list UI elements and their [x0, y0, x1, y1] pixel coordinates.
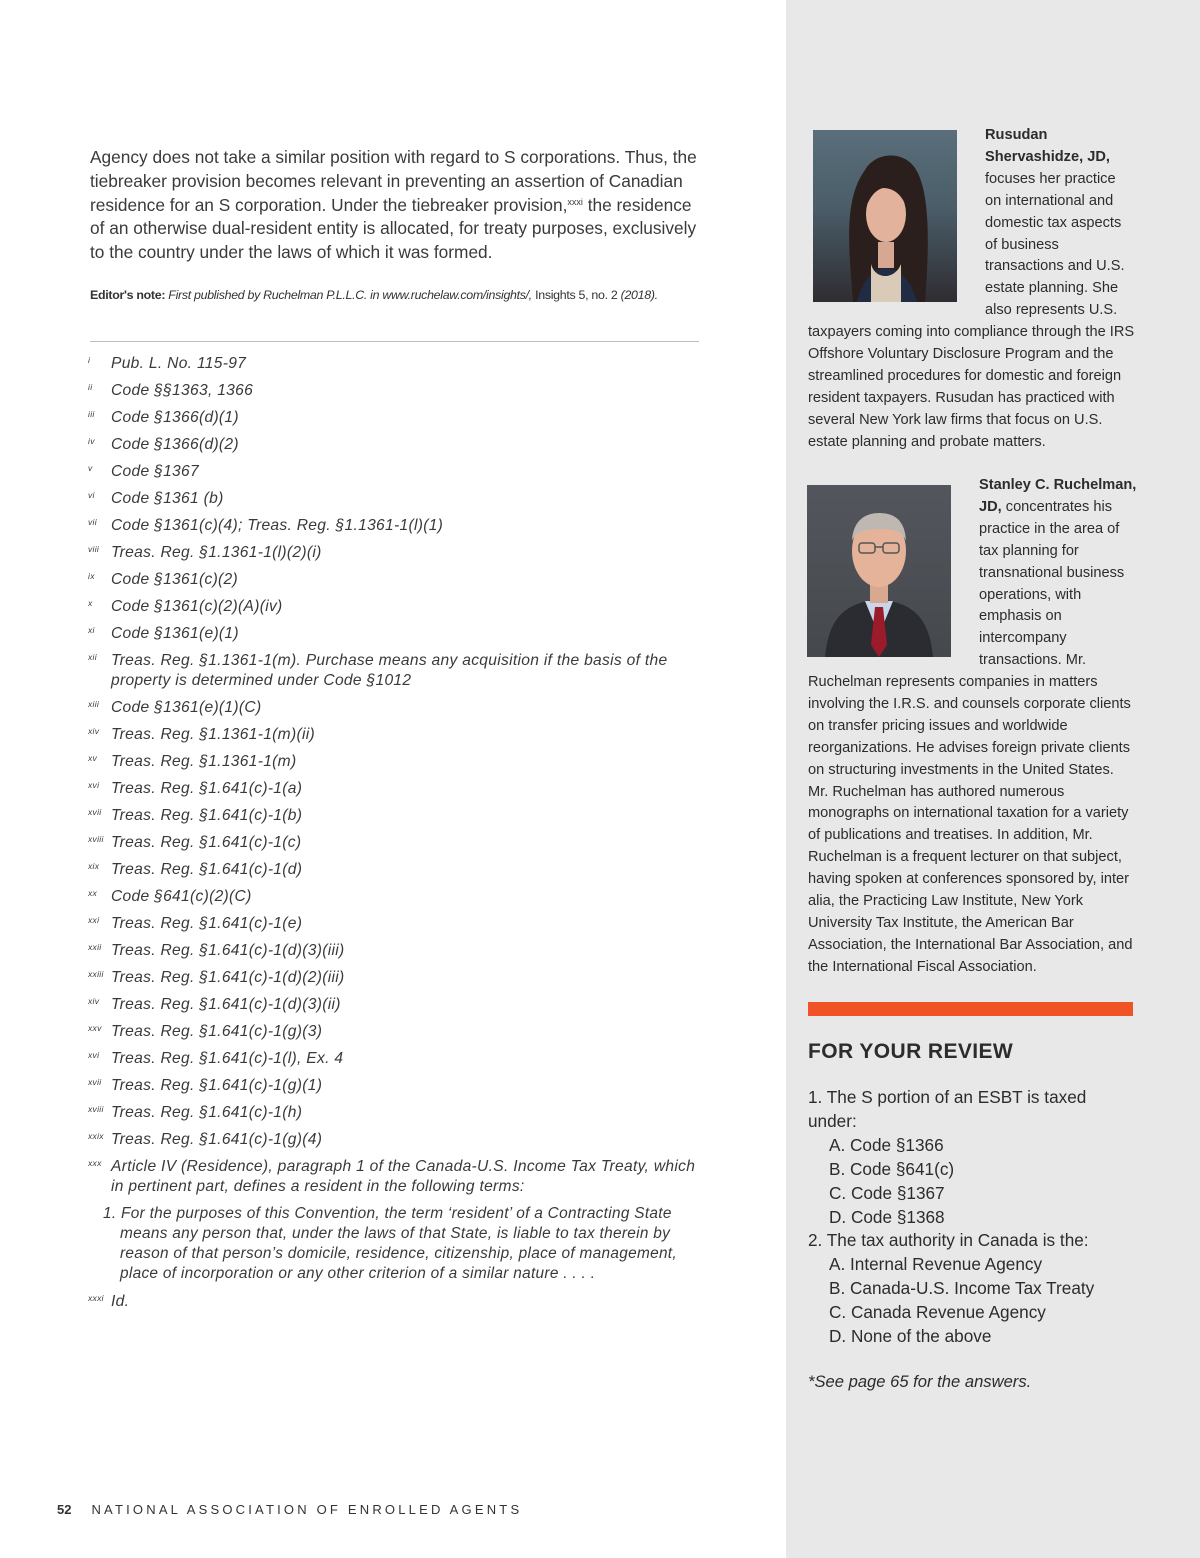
answer-option: A. Code §1366 [829, 1135, 944, 1155]
footnote-item: xxxi Id. [88, 1293, 130, 1310]
footnote-item: xxv Treas. Reg. §1.641(c)-1(g)(3) [88, 1023, 323, 1040]
footnote-item: xviii Treas. Reg. §1.641(c)-1(c) [88, 834, 302, 851]
answer-option: D. None of the above [829, 1326, 992, 1346]
intro-paragraph: Agency does not take a similar position with regard to S corporations. Thus, the tiebreaker provision becomes relevant in preventing an assertion of Canadian residence for an S corporation. Under the tiebreaker provision,$^{xxxi}$ the residence of an otherwise dual-resident entity is allocated, for treaty purposes, exclusively to the country under the laws of which it was formed. [90, 147, 697, 263]
footnote-item: xxx Article IV (Residence), paragraph 1 of the Canada-U.S. Income Tax Treaty, which in pertinent part, defines a resident in the following terms: [88, 1158, 696, 1195]
footnote-item: xiv Treas. Reg. §1.1361-1(m)(ii) [88, 726, 315, 743]
editor-note: Editor's note: First published by Ruchelman P.L.L.C. in www.ruchelaw.com/insights/, Insights 5, no. 2 (2018). [90, 288, 658, 302]
accent-bar [808, 1002, 1133, 1016]
author-photo-rusudan [813, 130, 957, 302]
bio-stanley-body: Ruchelman represents companies in matters involving the I.R.S. and counsels corporate clients on transfer pricing issues and worldwide reorganizations. He advises foreign private clients on structuring investments in the United States. Mr. Ruchelman has authored numerous monographs on international taxation for a variety of publications and treatises. In addition, Mr. Ruchelman is a frequent lecturer on that subject, having spoken at conferences sponsored by, inter alia, the Practicing Law Institute, New York University Tax Institute, the American Bar Association, the International Bar Association, and the International Fiscal Association. [808, 674, 1133, 975]
review-question-1 [808, 1085, 1138, 1229]
footnote-item: xiii Code §1361(e)(1)(C) [88, 699, 262, 716]
answer-option: B. Canada-U.S. Income Tax Treaty [829, 1278, 1095, 1298]
footnote-item: xxiii Treas. Reg. §1.641(c)-1(d)(2)(iii) [88, 969, 345, 986]
footnote-item: xiv Treas. Reg. §1.641(c)-1(d)(3)(ii) [88, 996, 341, 1013]
answer-option: B. Code §641(c) [829, 1159, 955, 1179]
answer-option: C. Canada Revenue Agency [829, 1302, 1046, 1322]
footnote-item: xxii Treas. Reg. §1.641(c)-1(d)(3)(iii) [88, 942, 345, 959]
footnote-item: i Pub. L. No. 115-97 [88, 355, 247, 372]
footnote-list [88, 354, 700, 1319]
footnote-item: iv Code §1366(d)(2) [88, 436, 239, 453]
answer-option: A. Internal Revenue Agency [829, 1254, 1043, 1274]
answer-option: C. Code §1367 [829, 1183, 945, 1203]
divider [90, 341, 699, 342]
footnote-item: xv Treas. Reg. §1.1361-1(m) [88, 753, 297, 770]
review-question-2 [808, 1228, 1138, 1348]
footnote-item: xi Code §1361(e)(1) [88, 625, 239, 642]
publication-name: NATIONAL ASSOCIATION OF ENROLLED AGENTS [91, 1502, 523, 1517]
bio-stanley-intro: Stanley C. Ruchelman, JD, concentrates his practice in the area of tax planning for transnational business operations, with emphasis on intercompany transactions. Mr. [979, 477, 1137, 669]
footnote-item: v Code §1367 [88, 463, 199, 480]
footnote-item: ix Code §1361(c)(2) [88, 571, 239, 588]
answer-option: D. Code §1368 [829, 1207, 945, 1227]
footnote-item: xvii Treas. Reg. §1.641(c)-1(b) [88, 807, 303, 824]
footnote-item: iii Code §1366(d)(1) [88, 409, 239, 426]
question-text: 1. The S portion of an ESBT is taxed under: [808, 1087, 1087, 1131]
footnote-ref[interactable]: xxxi [567, 196, 583, 207]
footnote-item: viii Treas. Reg. §1.1361-1(l)(2)(i) [88, 544, 322, 561]
page-number: 52 [57, 1502, 72, 1517]
review-title: FOR YOUR REVIEW [808, 1040, 1014, 1063]
footnote-item: xviii Treas. Reg. §1.641(c)-1(h) [88, 1104, 303, 1121]
bio-rusudan-body: taxpayers coming into compliance through the IRS Offshore Voluntary Disclosure Program and the streamlined procedures for domestic and foreign resident taxpayers. Rusudan has practiced with several New York law firms that focus on U.S. estate planning and probate matters. [808, 324, 1135, 450]
footnote-item: xii Treas. Reg. §1.1361-1(m). Purchase means any acquisition if the basis of the property is determined under Code §1012 [88, 652, 668, 689]
bio-rusudan-intro: Rusudan Shervashidze, JD, focuses her practice on international and domestic tax aspects of business transactions and U.S. estate planning. She also represents U.S. [985, 127, 1125, 319]
footnote-item: vi Code §1361 (b) [88, 490, 224, 507]
footnote-item: xvi Treas. Reg. §1.641(c)-1(a) [88, 780, 303, 797]
footnote-item: vii Code §1361(c)(4); Treas. Reg. §1.1361-1(l)(1) [88, 517, 444, 534]
footnote-item: ii Code §§1363, 1366 [88, 382, 254, 399]
question-text: 2. The tax authority in Canada is the: [808, 1230, 1089, 1250]
footnote-quote: 1. For the purposes of this Convention, the term ‘resident’ of a Contracting State means any person that, under the laws of that State, is liable to tax therein by reason of that person’s domicile, residence, citizenship, place of management, place of incorporation or any other criterion of a similar nature . . . . [103, 1205, 677, 1282]
footnote-item: xx Code §641(c)(2)(C) [88, 888, 252, 905]
footnote-item: xvii Treas. Reg. §1.641(c)-1(g)(1) [88, 1077, 323, 1094]
footnote-item: xxi Treas. Reg. §1.641(c)-1(e) [88, 915, 303, 932]
footnote-item: xix Treas. Reg. §1.641(c)-1(d) [88, 861, 303, 878]
answers-note: *See page 65 for the answers. [808, 1372, 1032, 1391]
footnote-item: xvi Treas. Reg. §1.641(c)-1(l), Ex. 4 [88, 1050, 344, 1067]
footnote-item: x Code §1361(c)(2)(A)(iv) [88, 598, 283, 615]
author-photo-stanley [807, 485, 951, 657]
footnote-item: xxix Treas. Reg. §1.641(c)-1(g)(4) [88, 1131, 323, 1148]
page-footer [57, 1502, 522, 1517]
